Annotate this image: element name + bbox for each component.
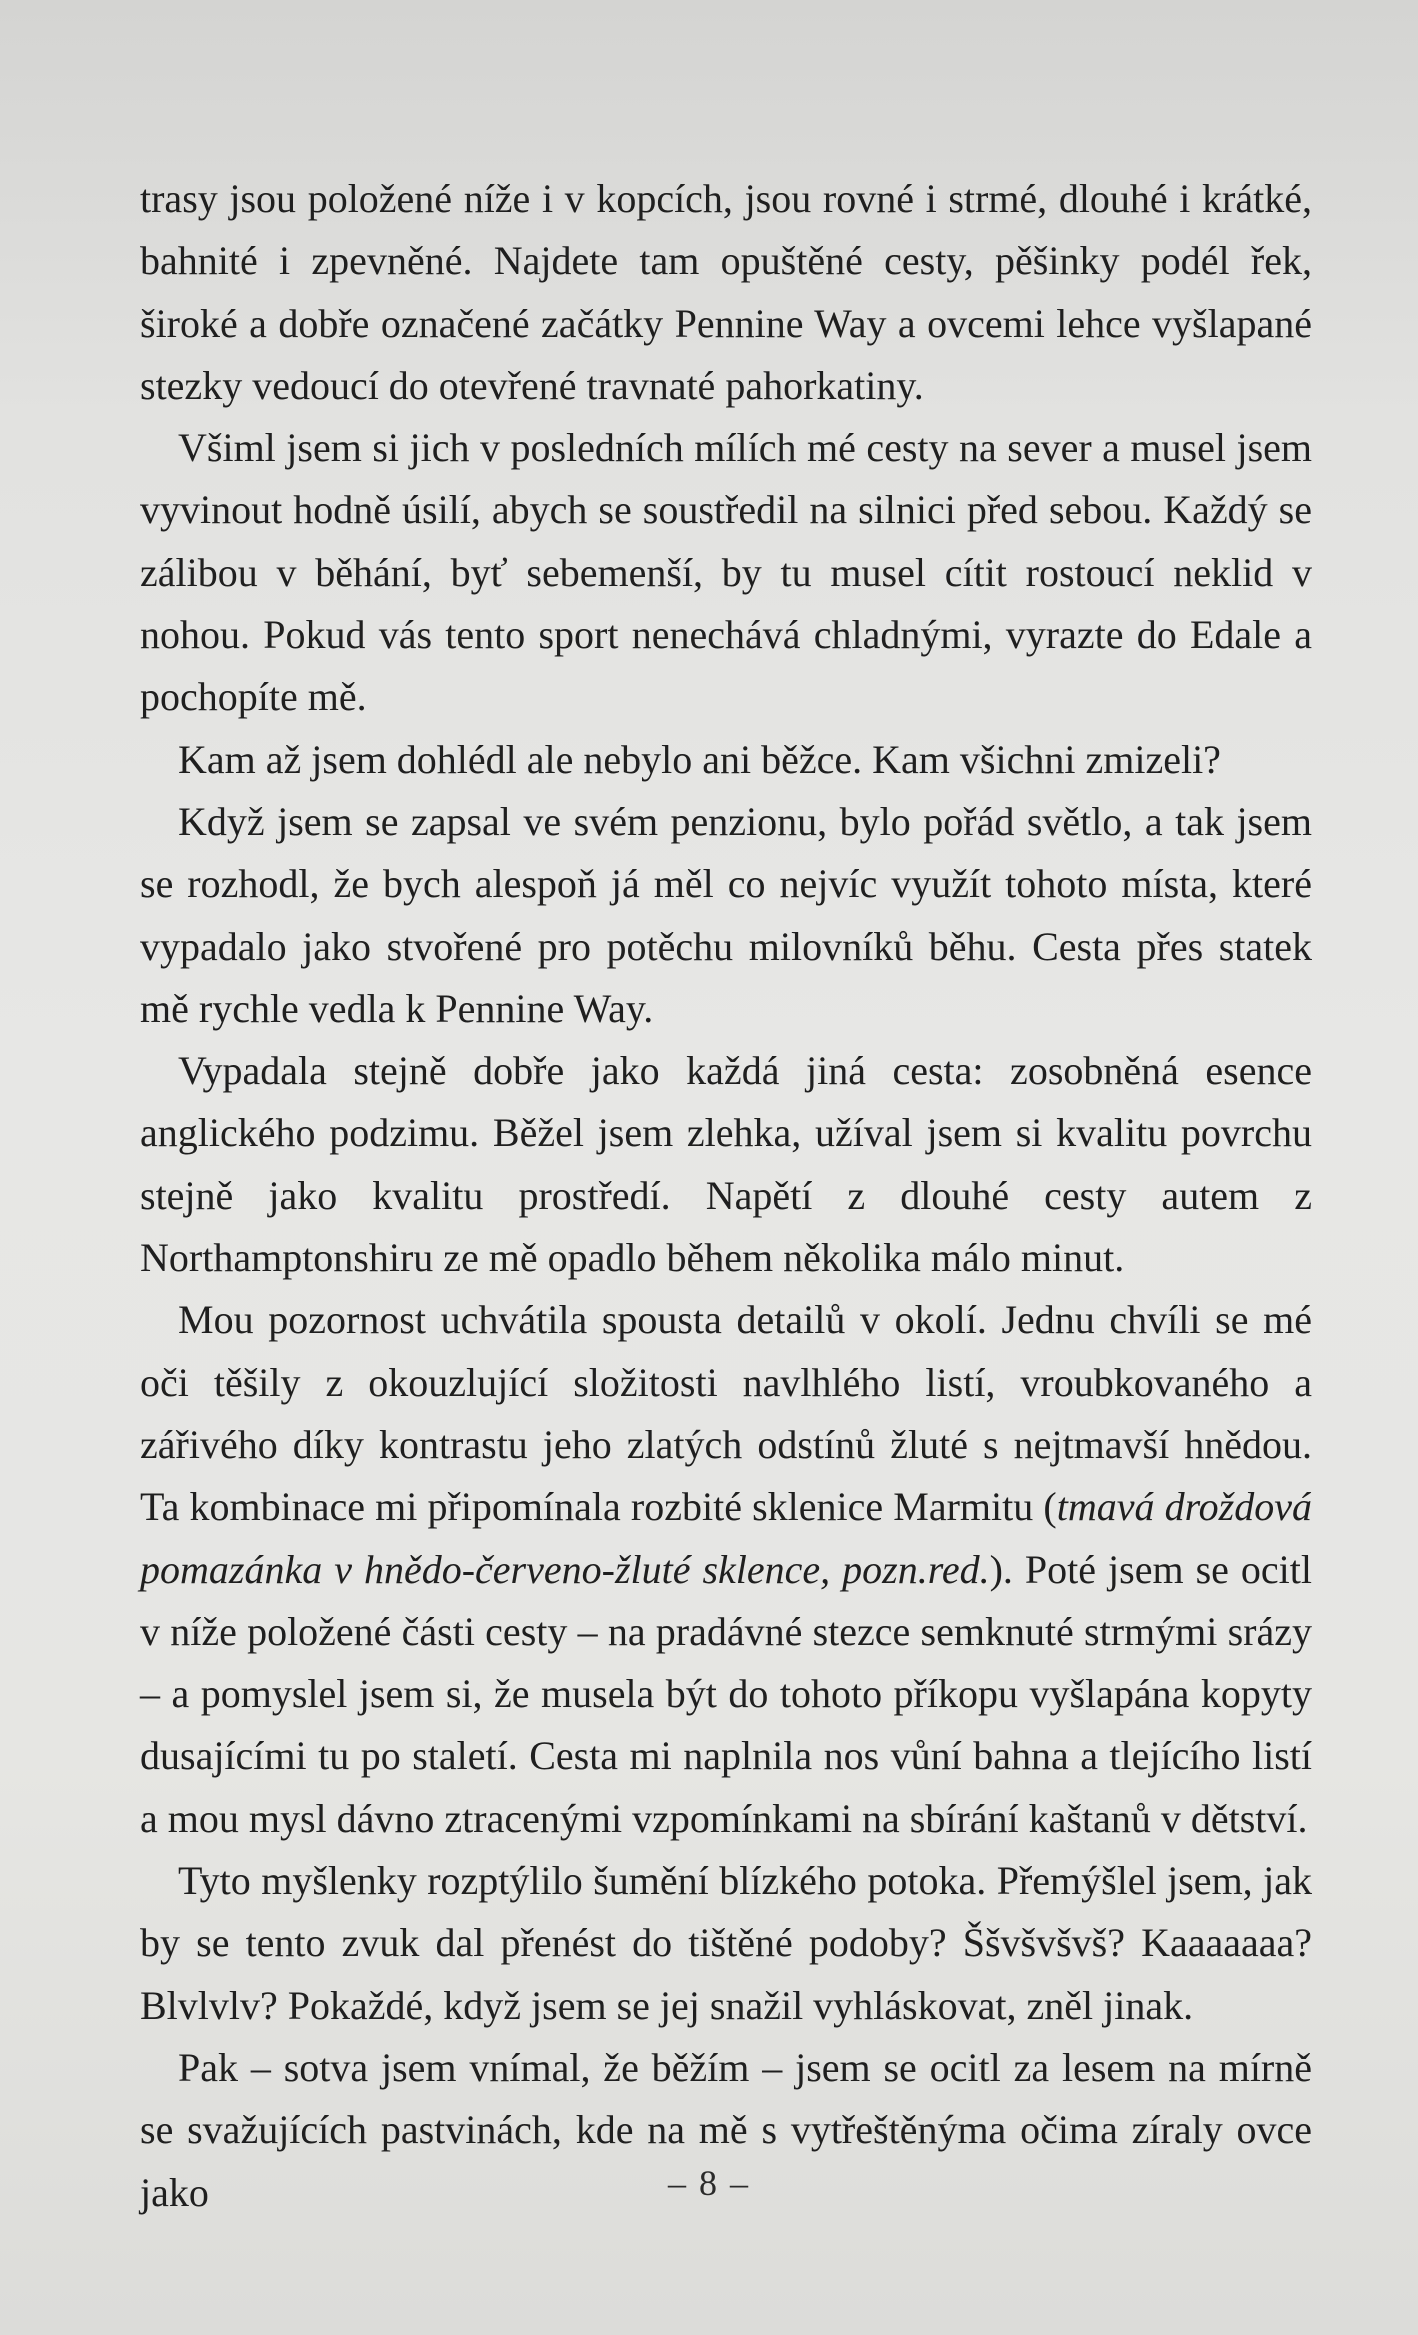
book-page-text xyxy=(140,168,1312,2224)
paragraph: Vypadala stejně dobře jako každá jiná cesta: zosobněná esence anglického podzimu. Běžel jsem zlehka, užíval jsem si kvalitu povrchu stejně jako kvalitu prostředí. Napětí z dlouhé cesty autem z Northamptonshiru ze mě opadlo během několika málo minut. xyxy=(140,1048,1312,1281)
paragraph: Všiml jsem si jich v posledních mílích mé cesty na sever a musel jsem vyvinout hodně úsilí, abych se soustředil na silnici před sebou. Každý se zálibou v běhání, byť sebemenší, by tu musel cítit rostoucí neklid v nohou. Pokud vás tento sport nenechává chladnými, vyrazte do Edale a pochopíte mě. xyxy=(140,425,1312,720)
paragraph: trasy jsou položené níže i v kopcích, jsou rovné i strmé, dlouhé i krátké, bahnité i zpevněné. Najdete tam opuštěné cesty, pěšinky podél řek, široké a dobře označené začátky Pennine Way a ovcemi lehce vyšlapané stezky vedoucí do otevřené travnaté pahorkatiny. xyxy=(140,176,1312,408)
editor-note: tmavá droždová pomazánka v hnědo-červeno-žluté sklence, pozn.red. xyxy=(140,1484,1312,1592)
page-number: – 8 – xyxy=(668,2163,750,2203)
paragraph-text: ). Poté jsem se ocitl v níže položené části cesty – na pradávné stezce semknuté strmými srázy – a pomyslel jsem si, že musela být do tohoto příkopu vyšlapána kopyty dusajícími tu po staletí. Cesta mi naplnila nos vůní bahna a tlejícího listí a mou mysl dávno ztracenými vzpomínkami na sbírání kaštanů v dětství. xyxy=(140,1546,1312,1841)
paragraph: Kam až jsem dohlédl ale nebylo ani běžce. Kam všichni zmizeli? xyxy=(178,736,1221,782)
paragraph: Tyto myšlenky rozptýlilo šumění blízkého potoka. Přemýšlel jsem, jak by se tento zvuk dal přenést do tištěné podoby? Ššvšvšvš? Kaaaaaaa? Blvlvlv? Pokaždé, když jsem se jej snažil vyhláskovat, zněl jinak. xyxy=(140,1858,1312,2028)
paragraph: Pak – sotva jsem vnímal, že běžím – jsem se ocitl za lesem na mírně se svažujících pastvinách, kde na mě s vytřeštěnýma očima zíraly ovce jako xyxy=(140,2044,1312,2215)
paragraph: Když jsem se zapsal ve svém penzionu, bylo pořád světlo, a tak jsem se rozhodl, že bych alespoň já měl co nejvíc využít tohoto místa, které vypadalo jako stvořené pro potěchu milovníků běhu. Cesta přes statek mě rychle vedla k Pennine Way. xyxy=(140,798,1312,1031)
paragraph-text: Mou pozornost uchvátila spousta detailů v okolí. Jednu chvíli se mé oči těšily z okouzlující složitosti navlhlého listí, vroubkovaného a zářivého díky kontrastu jeho zlatých odstínů žluté s nejtmavší hnědou. Ta kombinace mi připomínala rozbité sklenice Marmitu ( xyxy=(140,1297,1312,1530)
paragraph-with-editor-note xyxy=(140,1289,1312,1850)
